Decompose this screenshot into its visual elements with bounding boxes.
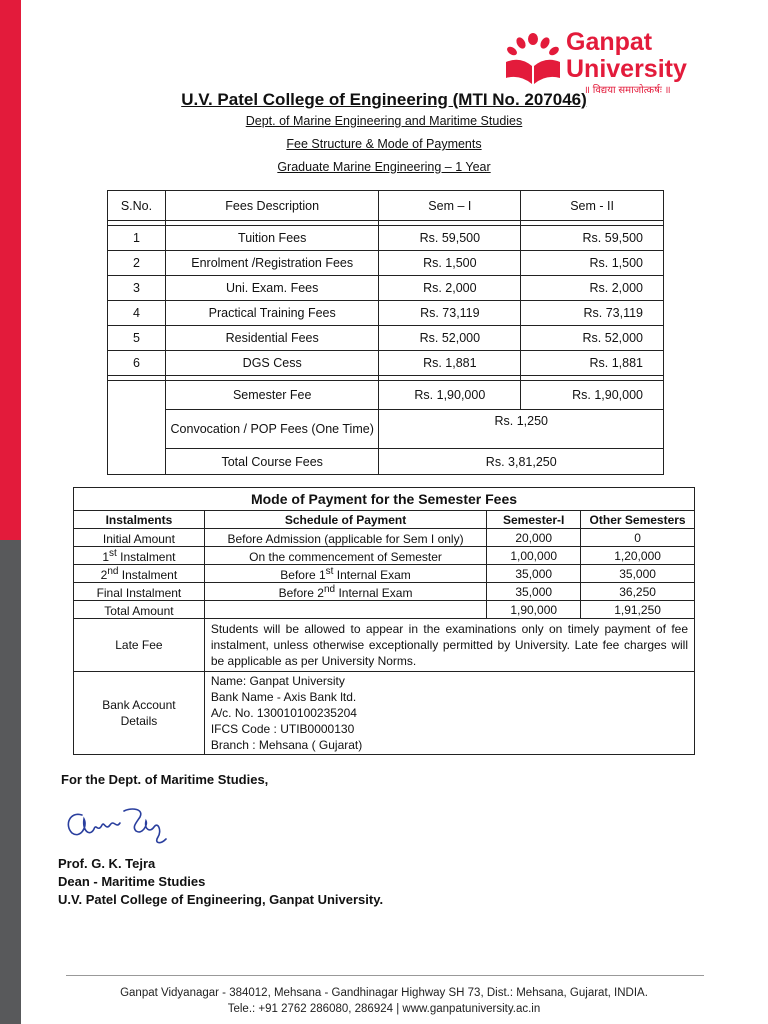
table-header-row bbox=[108, 191, 664, 221]
semester1-amount: 35,000 bbox=[487, 565, 581, 583]
signatory-name: Prof. G. K. Tejra bbox=[58, 856, 156, 871]
footer-contact: Tele.: +91 2762 286080, 286924 | www.ganpatuniversity.ac.in bbox=[227, 1003, 541, 1015]
fee-description: Residential Fees bbox=[165, 326, 379, 351]
other-semesters-amount: 35,000 bbox=[581, 565, 695, 583]
semester-fee-sem2: Rs. 1,90,000 bbox=[521, 381, 664, 410]
bank-detail-line: Name: Ganpat University bbox=[210, 674, 345, 688]
sem2-amount: Rs. 52,000 bbox=[521, 326, 664, 351]
payment-schedule: Before Admission (applicable for Sem I only) bbox=[204, 529, 486, 547]
instalment-name: Total Amount bbox=[74, 601, 205, 619]
signatory-institution: U.V. Patel College of Engineering, Ganpat University. bbox=[58, 892, 384, 907]
footer-divider bbox=[66, 975, 704, 976]
university-logo bbox=[502, 28, 702, 98]
other-semesters-amount: 1,20,000 bbox=[581, 547, 695, 565]
logo-text-line2: University bbox=[566, 55, 687, 83]
payment-schedule: On the commencement of Semester bbox=[204, 547, 486, 565]
column-header: Sem – I bbox=[379, 191, 521, 221]
sem2-amount: Rs. 2,000 bbox=[521, 276, 664, 301]
column-header: Instalments bbox=[74, 511, 205, 529]
semester1-amount: 35,000 bbox=[487, 583, 581, 601]
convocation-fee-row bbox=[108, 410, 664, 449]
column-header: S.No. bbox=[108, 191, 166, 221]
semester-fee-sem1: Rs. 1,90,000 bbox=[379, 381, 521, 410]
semester-fee-row bbox=[108, 381, 664, 410]
semester1-amount: 1,00,000 bbox=[487, 547, 581, 565]
column-header: Sem - II bbox=[521, 191, 664, 221]
table-row bbox=[108, 276, 664, 301]
semester-fee-label: Semester Fee bbox=[165, 381, 379, 410]
sem1-amount: Rs. 1,881 bbox=[379, 351, 521, 376]
table-row bbox=[74, 547, 695, 565]
total-course-fee-value: Rs. 3,81,250 bbox=[379, 449, 664, 475]
table-row bbox=[108, 351, 664, 376]
fee-description: Enrolment /Registration Fees bbox=[165, 251, 379, 276]
table-row bbox=[74, 565, 695, 583]
side-bar-gray bbox=[0, 540, 21, 1024]
sem2-amount: Rs. 59,500 bbox=[521, 226, 664, 251]
sem1-amount: Rs. 59,500 bbox=[379, 226, 521, 251]
sem2-amount: Rs. 1,500 bbox=[521, 251, 664, 276]
other-semesters-amount: 36,250 bbox=[581, 583, 695, 601]
signatory-designation: Dean - Maritime Studies bbox=[58, 874, 206, 889]
sem1-amount: Rs. 52,000 bbox=[379, 326, 521, 351]
fee-description: DGS Cess bbox=[165, 351, 379, 376]
payment-schedule: Before 1st Internal Exam bbox=[204, 565, 486, 583]
bank-detail-line: Bank Name - Axis Bank ltd. bbox=[210, 690, 357, 704]
signatory-for-line: For the Dept. of Maritime Studies, bbox=[61, 772, 269, 787]
total-course-fee-row bbox=[108, 449, 664, 475]
column-header: Fees Description bbox=[165, 191, 379, 221]
document-subject: Fee Structure & Mode of Payments bbox=[286, 137, 482, 151]
late-fee-label: Late Fee bbox=[74, 619, 205, 672]
convocation-fee-label: Convocation / POP Fees (One Time) bbox=[165, 410, 379, 449]
table-row bbox=[108, 326, 664, 351]
payment-table-caption: Mode of Payment for the Semester Fees bbox=[74, 488, 695, 511]
table-header-row bbox=[74, 511, 695, 529]
late-fee-text: Students will be allowed to appear in the examinations only on timely payment of fee instalment, unless otherwise exceptionally permitted by University. Late fee charges will be applicable as per University Norms. bbox=[204, 619, 694, 672]
footer-address: Ganpat Vidyanagar - 384012, Mehsana - Gandhinagar Highway SH 73, Dist.: Mehsana, Gujarat, INDIA. bbox=[120, 987, 648, 999]
semester1-amount: 20,000 bbox=[487, 529, 581, 547]
instalment-name: 2nd Instalment bbox=[74, 565, 205, 583]
fee-description: Uni. Exam. Fees bbox=[165, 276, 379, 301]
empty-cell bbox=[108, 381, 166, 475]
bank-details bbox=[204, 672, 694, 755]
bank-detail-line: IFCS Code : UTIB0000130 bbox=[210, 722, 355, 736]
semester1-amount: 1,90,000 bbox=[487, 601, 581, 619]
serial-number: 2 bbox=[108, 251, 166, 276]
fee-structure-table bbox=[107, 190, 664, 475]
signatory-block bbox=[58, 855, 383, 909]
total-course-fee-label: Total Course Fees bbox=[165, 449, 379, 475]
bank-details-row bbox=[74, 672, 695, 755]
sem1-amount: Rs. 2,000 bbox=[379, 276, 521, 301]
convocation-fee-value: Rs. 1,250 bbox=[379, 410, 664, 449]
course-name: Graduate Marine Engineering – 1 Year bbox=[277, 160, 491, 174]
payment-schedule bbox=[204, 601, 486, 619]
other-semesters-amount: 1,91,250 bbox=[581, 601, 695, 619]
instalment-name: 1st Instalment bbox=[74, 547, 205, 565]
sem2-amount: Rs. 1,881 bbox=[521, 351, 664, 376]
department-subtitle: Dept. of Marine Engineering and Maritime Studies bbox=[245, 114, 523, 128]
serial-number: 1 bbox=[108, 226, 166, 251]
column-header: Schedule of Payment bbox=[204, 511, 486, 529]
sem1-amount: Rs. 73,119 bbox=[379, 301, 521, 326]
fee-description: Practical Training Fees bbox=[165, 301, 379, 326]
serial-number: 6 bbox=[108, 351, 166, 376]
logo-tagline: ॥ विद्यया समाजोत्कर्षः ॥ bbox=[584, 85, 671, 96]
late-fee-row bbox=[74, 619, 695, 672]
fee-description: Tuition Fees bbox=[165, 226, 379, 251]
table-row bbox=[74, 601, 695, 619]
table-row bbox=[108, 226, 664, 251]
side-bar-red bbox=[0, 0, 21, 540]
serial-number: 5 bbox=[108, 326, 166, 351]
logo-emblem-icon bbox=[502, 32, 564, 88]
sem1-amount: Rs. 1,500 bbox=[379, 251, 521, 276]
table-row bbox=[108, 251, 664, 276]
bank-details-label: Bank Account Details bbox=[74, 672, 205, 755]
handwritten-signature bbox=[62, 803, 182, 847]
table-row bbox=[74, 583, 695, 601]
logo-text-line1: Ganpat bbox=[566, 28, 653, 56]
payment-schedule: Before 2nd Internal Exam bbox=[204, 583, 486, 601]
column-header: Other Semesters bbox=[581, 511, 695, 529]
column-header: Semester-I bbox=[487, 511, 581, 529]
bank-detail-line: A/c. No. 130010100235204 bbox=[210, 706, 357, 720]
table-row bbox=[108, 301, 664, 326]
instalment-name: Final Instalment bbox=[74, 583, 205, 601]
page-title: U.V. Patel College of Engineering (MTI No. 207046) bbox=[181, 90, 587, 109]
other-semesters-amount: 0 bbox=[581, 529, 695, 547]
serial-number: 3 bbox=[108, 276, 166, 301]
instalment-name: Initial Amount bbox=[74, 529, 205, 547]
bank-detail-line: Branch : Mehsana ( Gujarat) bbox=[210, 738, 363, 752]
serial-number: 4 bbox=[108, 301, 166, 326]
table-row bbox=[74, 529, 695, 547]
sem2-amount: Rs. 73,119 bbox=[521, 301, 664, 326]
payment-mode-table bbox=[73, 487, 695, 755]
